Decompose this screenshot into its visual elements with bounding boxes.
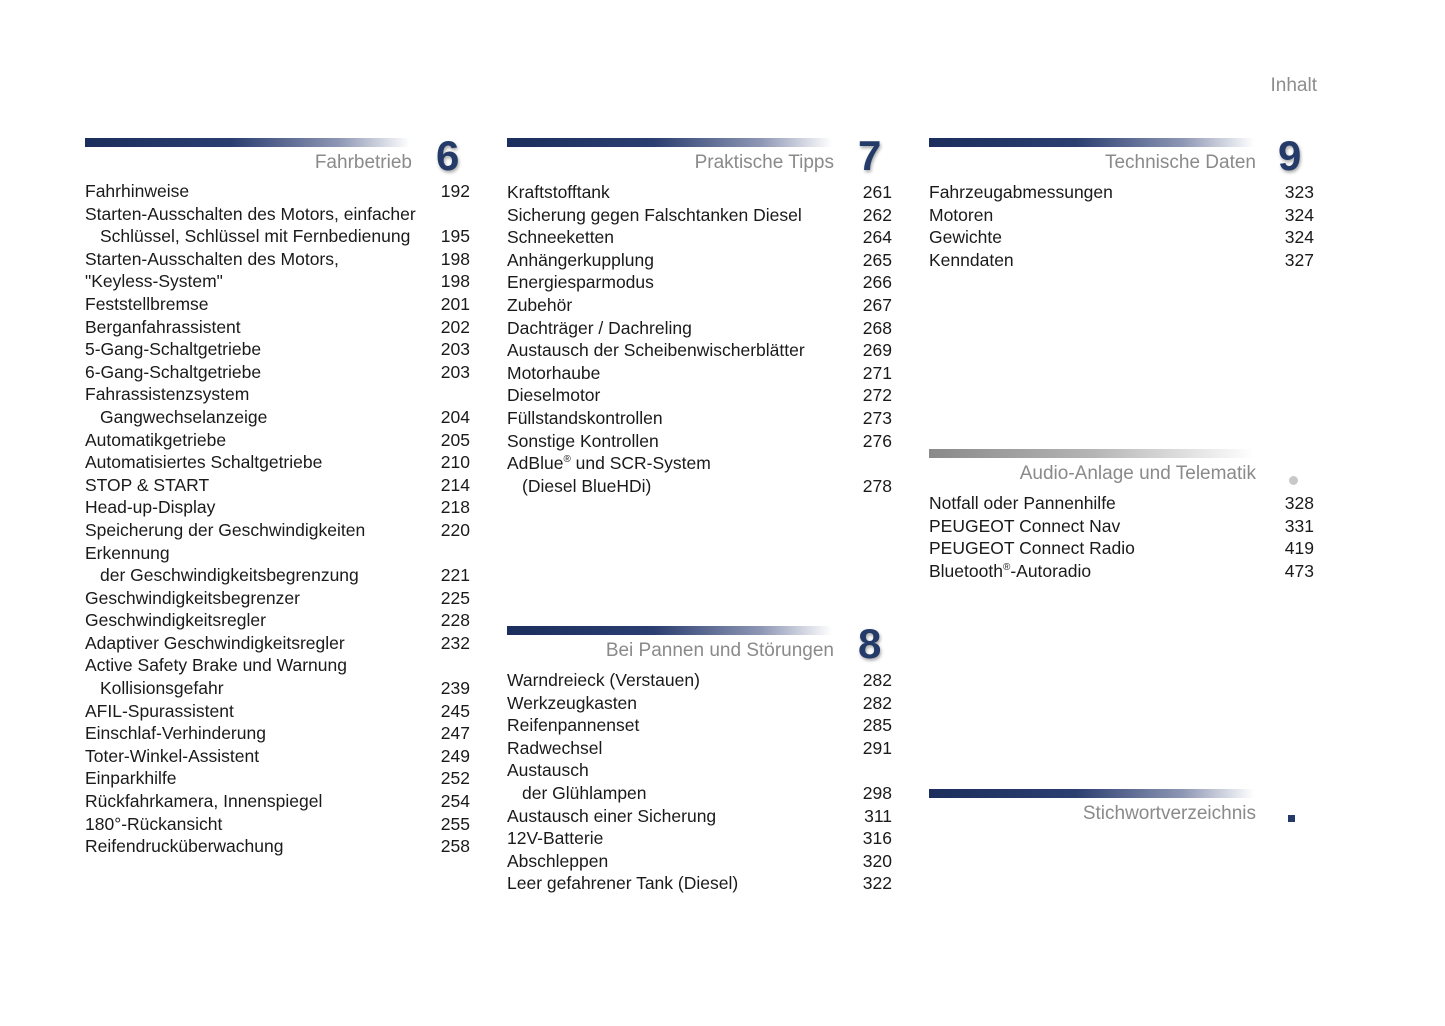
entry-title: [929, 515, 1314, 538]
entry-title-line: Fahrhinweise: [85, 181, 190, 201]
toc-entry[interactable]: [507, 872, 892, 895]
entry-title: [85, 338, 470, 361]
entry-page-number: 322: [862, 873, 892, 894]
entry-title: [507, 669, 892, 692]
entry-title: [929, 537, 1314, 560]
entry-title: [85, 654, 470, 699]
entry-title: [929, 492, 1314, 515]
toc-entry[interactable]: [507, 249, 892, 272]
entry-title: [85, 722, 470, 745]
section-title: Technische Daten: [1104, 152, 1256, 173]
toc-entry[interactable]: [929, 249, 1314, 272]
entry-title: [85, 790, 470, 813]
toc-entry[interactable]: [929, 204, 1314, 227]
entry-page-number: 198: [440, 248, 470, 269]
entry-page-number: 267: [862, 294, 892, 315]
entry-page-number: 328: [1284, 493, 1314, 513]
toc-entry[interactable]: [85, 654, 470, 699]
entry-page-number: 272: [862, 385, 892, 406]
entry-title-line: Fahrassistenzsystem: [85, 384, 250, 405]
section-marker-icon: [1289, 476, 1298, 485]
registered-mark: ®: [1002, 561, 1011, 573]
entry-page-number: 214: [440, 474, 470, 495]
toc-entry[interactable]: [85, 474, 470, 497]
section-stichwortverzeichnis: [929, 789, 1314, 824]
toc-entry[interactable]: [507, 294, 892, 317]
toc-entry[interactable]: [85, 383, 470, 428]
entry-title-line: AFIL-Spurassistent: [85, 700, 234, 721]
entry-title-line: Fahrzeugabmessungen: [929, 182, 1113, 202]
entry-title: [85, 496, 470, 519]
entry-title-line: Dieselmotor: [507, 385, 601, 406]
entry-title: [507, 759, 892, 804]
toc-entry[interactable]: [85, 451, 470, 474]
entry-title-line: Reifendrucküberwachung: [85, 836, 284, 857]
section-number: 8: [858, 620, 882, 667]
toc-entry[interactable]: [507, 714, 892, 737]
entry-page-number: 419: [1284, 538, 1314, 559]
entry-page-number: 203: [440, 339, 470, 360]
entry-page-number: 311: [864, 805, 892, 826]
toc-entry[interactable]: [507, 181, 892, 204]
entry-title-line: AdBlue® und SCR-System: [507, 453, 711, 474]
entry-page-number: 282: [862, 670, 892, 690]
entry-title-line: Radwechsel: [507, 737, 603, 758]
entry-page-number: 473: [1284, 560, 1314, 581]
entry-title: [507, 430, 892, 453]
entry-title: [507, 317, 892, 340]
entry-title-line: Berganfahrassistent: [85, 316, 241, 337]
toc-entry[interactable]: [85, 835, 470, 858]
section-marker-icon: [1288, 815, 1295, 822]
entry-title-line: PEUGEOT Connect Radio: [929, 538, 1135, 559]
entry-title: [507, 362, 892, 385]
entry-page-number: 220: [440, 519, 470, 540]
section-bar: [507, 138, 832, 147]
entry-title-line: 12V-Batterie: [507, 828, 604, 849]
entry-title-line: Schlüssel, Schlüssel mit Fernbedienung: [100, 226, 411, 247]
entry-title-line: Rückfahrkamera, Innenspiegel: [85, 791, 323, 812]
toc-entry[interactable]: [85, 203, 470, 248]
entry-title: [507, 737, 892, 760]
entry-title-line: der Geschwindigkeitsbegrenzung: [100, 565, 359, 586]
entry-page-number: 228: [440, 610, 470, 631]
entry-title: [929, 560, 1314, 583]
toc-entry[interactable]: [85, 632, 470, 655]
toc-entry[interactable]: [85, 542, 470, 587]
toc-entry[interactable]: [929, 226, 1314, 249]
entry-page-number: 273: [862, 407, 892, 428]
entry-title-line: Notfall oder Pannenhilfe: [929, 493, 1116, 513]
entry-page-number: 232: [440, 632, 470, 653]
toc-entry[interactable]: [507, 226, 892, 249]
entry-title-line: PEUGEOT Connect Nav: [929, 515, 1121, 536]
entry-title: [507, 226, 892, 249]
entry-page-number: 210: [440, 452, 470, 473]
toc-entry[interactable]: [507, 362, 892, 385]
entry-title-line: Sicherung gegen Falschtanken Diesel: [507, 204, 802, 225]
entry-title: [507, 181, 892, 204]
entry-title: [85, 542, 470, 587]
entry-title-line: (Diesel BlueHDi): [522, 475, 652, 496]
entry-title-line: 180°-Rückansicht: [85, 813, 223, 834]
entry-title-line: Active Safety Brake und Warnung: [85, 655, 347, 676]
entry-title-line: Erkennung: [85, 542, 170, 563]
entry-title: [507, 339, 892, 362]
entry-title: [85, 767, 470, 790]
toc-entry[interactable]: [507, 430, 892, 453]
entry-title: [85, 248, 470, 271]
entry-title-line: 6-Gang-Schaltgetriebe: [85, 361, 262, 382]
toc-entry[interactable]: [85, 338, 470, 361]
section-pannen: [507, 620, 892, 894]
entry-title-line: Leer gefahrener Tank (Diesel): [507, 873, 739, 894]
entry-title: [507, 850, 892, 873]
entry-page-number: 323: [1284, 182, 1314, 202]
toc-entry[interactable]: [85, 813, 470, 836]
entry-list: [929, 181, 1314, 271]
entry-title: [85, 383, 470, 428]
entry-page-number: 258: [440, 836, 470, 857]
entry-page-number: 278: [862, 475, 892, 496]
entry-title: [85, 451, 470, 474]
entry-title-line: Austausch der Scheibenwischerblätter: [507, 340, 805, 361]
entry-page-number: 254: [440, 791, 470, 812]
entry-title-line: Warndreieck (Verstauen): [507, 670, 700, 690]
entry-title-line: Energiesparmodus: [507, 272, 654, 293]
section-title: Praktische Tipps: [694, 152, 834, 173]
entry-title-line: Speicherung der Geschwindigkeiten: [85, 519, 366, 540]
entry-title-line: Zubehör: [507, 294, 573, 315]
entry-title-line: Werkzeugkasten: [507, 692, 638, 713]
toc-entry[interactable]: [507, 204, 892, 227]
toc-entry[interactable]: [85, 316, 470, 339]
toc-entry[interactable]: [507, 805, 892, 828]
toc-entry[interactable]: [929, 537, 1314, 560]
entry-list: [507, 669, 892, 895]
entry-title: [507, 407, 892, 430]
entry-title: [85, 745, 470, 768]
toc-entry[interactable]: [85, 270, 470, 293]
entry-page-number: 198: [440, 271, 470, 292]
entry-title: [85, 429, 470, 452]
toc-entry[interactable]: [85, 767, 470, 790]
entry-list: [929, 492, 1314, 582]
section-title: Audio-Anlage und Telematik: [1019, 463, 1256, 484]
entry-page-number: 285: [862, 715, 892, 736]
toc-entry[interactable]: [85, 587, 470, 610]
entry-title-line: Kenndaten: [929, 249, 1014, 270]
entry-page-number: 331: [1284, 515, 1314, 536]
toc-entry[interactable]: [507, 339, 892, 362]
entry-page-number: 225: [440, 587, 470, 608]
entry-page-number: 239: [440, 678, 470, 699]
entry-title: [85, 180, 470, 203]
entry-title: [85, 361, 470, 384]
section-number: 6: [436, 132, 460, 179]
entry-title: [85, 835, 470, 858]
entry-title-line: Adaptiver Geschwindigkeitsregler: [85, 632, 345, 653]
entry-page-number: 262: [862, 204, 892, 225]
section-number: 7: [858, 132, 882, 179]
toc-entry[interactable]: [507, 669, 892, 692]
entry-title-line: Bluetooth®-Autoradio: [929, 560, 1092, 581]
entry-title-line: Gangwechselanzeige: [100, 406, 268, 427]
entry-title: [507, 827, 892, 850]
entry-page-number: 202: [440, 316, 470, 337]
toc-entry[interactable]: [85, 700, 470, 723]
entry-title-line: STOP & START: [85, 474, 210, 495]
entry-title: [507, 714, 892, 737]
entry-page-number: 218: [440, 497, 470, 518]
section-bar: [929, 138, 1254, 147]
entry-page-number: 320: [862, 850, 892, 871]
entry-title: [85, 316, 470, 339]
entry-title-line: Head-up-Display: [85, 497, 216, 518]
entry-page-number: 324: [1284, 227, 1314, 248]
section-bar: [85, 138, 410, 147]
toc-entry[interactable]: [507, 759, 892, 804]
section-title: Fahrbetrieb: [314, 152, 412, 173]
entry-title: [85, 700, 470, 723]
entry-page-number: 201: [440, 293, 470, 314]
toc-entry[interactable]: [85, 429, 470, 452]
entry-page-number: 195: [440, 226, 470, 247]
entry-title-line: 5-Gang-Schaltgetriebe: [85, 339, 262, 360]
entry-title: [929, 204, 1314, 227]
entry-title: [507, 805, 892, 828]
toc-entry[interactable]: [929, 492, 1314, 515]
entry-page-number: 245: [440, 700, 470, 721]
section-title: Bei Pannen und Störungen: [605, 640, 834, 661]
entry-page-number: 276: [862, 430, 892, 451]
entry-title-line: Geschwindigkeitsbegrenzer: [85, 587, 300, 608]
entry-title-line: Füllstandskontrollen: [507, 407, 663, 428]
entry-title: [507, 452, 892, 497]
entry-title-line: Kollisionsgefahr: [100, 678, 224, 699]
entry-title: [85, 632, 470, 655]
entry-page-number: 252: [440, 768, 470, 789]
toc-entry[interactable]: [507, 384, 892, 407]
entry-page-number: 255: [440, 813, 470, 834]
entry-title: [85, 293, 470, 316]
entry-title: [85, 813, 470, 836]
toc-entry[interactable]: [85, 790, 470, 813]
entry-page-number: 327: [1284, 249, 1314, 270]
entry-title-line: Abschleppen: [507, 850, 609, 871]
entry-title-line: Schneeketten: [507, 227, 615, 248]
entry-title: [507, 692, 892, 715]
entry-title: [929, 249, 1314, 272]
entry-page-number: 271: [862, 362, 892, 383]
entry-title-line: Reifenpannenset: [507, 715, 640, 736]
toc-entry[interactable]: [507, 827, 892, 850]
page-label: Inhalt: [1270, 75, 1317, 96]
entry-page-number: 266: [862, 272, 892, 293]
toc-entry[interactable]: [507, 317, 892, 340]
toc-entry[interactable]: [85, 496, 470, 519]
toc-entry[interactable]: [929, 181, 1314, 204]
entry-list: [507, 181, 892, 497]
entry-title-line: Gewichte: [929, 227, 1002, 248]
entry-title: [929, 226, 1314, 249]
toc-entry[interactable]: [85, 722, 470, 745]
entry-page-number: 261: [862, 182, 892, 202]
entry-page-number: 282: [862, 692, 892, 713]
entry-page-number: 205: [440, 429, 470, 450]
section-number: 9: [1278, 132, 1302, 179]
entry-title-line: Starten-Ausschalten des Motors,: [85, 248, 339, 269]
entry-page-number: 249: [440, 745, 470, 766]
toc-entry[interactable]: [507, 452, 892, 497]
entry-title-line: Toter-Winkel-Assistent: [85, 745, 260, 766]
entry-title: [929, 181, 1314, 204]
entry-title-line: Feststellbremse: [85, 293, 209, 314]
section-fahrbetrieb: [85, 132, 470, 857]
toc-entry[interactable]: [85, 519, 470, 542]
entry-page-number: 203: [440, 361, 470, 382]
toc-entry[interactable]: [507, 737, 892, 760]
entry-title: [507, 384, 892, 407]
entry-title-line: Austausch einer Sicherung: [507, 805, 717, 826]
entry-title-line: Sonstige Kontrollen: [507, 430, 659, 451]
entry-title: [85, 270, 470, 293]
entry-title: [85, 203, 470, 248]
toc-entry[interactable]: [85, 293, 470, 316]
section-title: Stichwortverzeichnis: [1082, 803, 1256, 824]
entry-title-line: Einschlaf-Verhinderung: [85, 723, 266, 744]
entry-page-number: 316: [862, 828, 892, 849]
entry-title-line: Automatikgetriebe: [85, 429, 227, 450]
entry-title-line: Einparkhilfe: [85, 768, 177, 789]
entry-list: [85, 180, 470, 858]
entry-title-line: Starten-Ausschalten des Motors, einfacher: [85, 203, 416, 224]
entry-title-line: Automatisiertes Schaltgetriebe: [85, 452, 323, 473]
entry-page-number: 265: [862, 249, 892, 270]
entry-title-line: Motorhaube: [507, 362, 601, 383]
entry-page-number: 264: [862, 227, 892, 248]
entry-page-number: 221: [440, 565, 470, 586]
entry-title-line: Anhängerkupplung: [507, 249, 654, 270]
toc-entry[interactable]: [507, 850, 892, 873]
toc-entry[interactable]: [929, 515, 1314, 538]
entry-title: [507, 204, 892, 227]
entry-title-line: Geschwindigkeitsregler: [85, 610, 266, 631]
toc-entry[interactable]: [85, 361, 470, 384]
registered-mark: ®: [563, 454, 571, 466]
toc-entry[interactable]: [507, 407, 892, 430]
entry-title-line: Kraftstofftank: [507, 182, 610, 202]
entry-page-number: 291: [862, 737, 892, 758]
entry-title-line: Motoren: [929, 204, 994, 225]
entry-page-number: 247: [440, 723, 470, 744]
section-praktische-tipps: [507, 132, 892, 496]
entry-page-number: 324: [1284, 204, 1314, 225]
section-bar: [929, 789, 1254, 798]
entry-page-number: 192: [440, 181, 470, 201]
section-audio-telematik: [929, 449, 1314, 581]
toc-entry[interactable]: [929, 560, 1314, 583]
section-technische-daten: [929, 132, 1314, 270]
entry-page-number: 269: [862, 340, 892, 361]
entry-title: [85, 474, 470, 497]
entry-page-number: 298: [862, 782, 892, 803]
entry-title: [85, 609, 470, 632]
section-bar: [929, 449, 1254, 458]
toc-entry[interactable]: [85, 745, 470, 768]
entry-title: [507, 249, 892, 272]
entry-title: [85, 587, 470, 610]
entry-title: [507, 271, 892, 294]
entry-title-line: der Glühlampen: [522, 782, 647, 803]
entry-title: [507, 872, 892, 895]
entry-title: [85, 519, 470, 542]
toc-entry[interactable]: [85, 609, 470, 632]
toc-entry[interactable]: [85, 248, 470, 271]
entry-page-number: 268: [862, 317, 892, 338]
entry-title-line: Dachträger / Dachreling: [507, 317, 692, 338]
toc-entry[interactable]: [507, 271, 892, 294]
toc-entry[interactable]: [507, 692, 892, 715]
entry-title-line: "Keyless-System": [85, 271, 223, 292]
toc-entry[interactable]: [85, 180, 470, 203]
section-bar: [507, 626, 832, 635]
entry-title: [507, 294, 892, 317]
entry-title-line: Austausch: [507, 760, 589, 781]
entry-page-number: 204: [440, 406, 470, 427]
